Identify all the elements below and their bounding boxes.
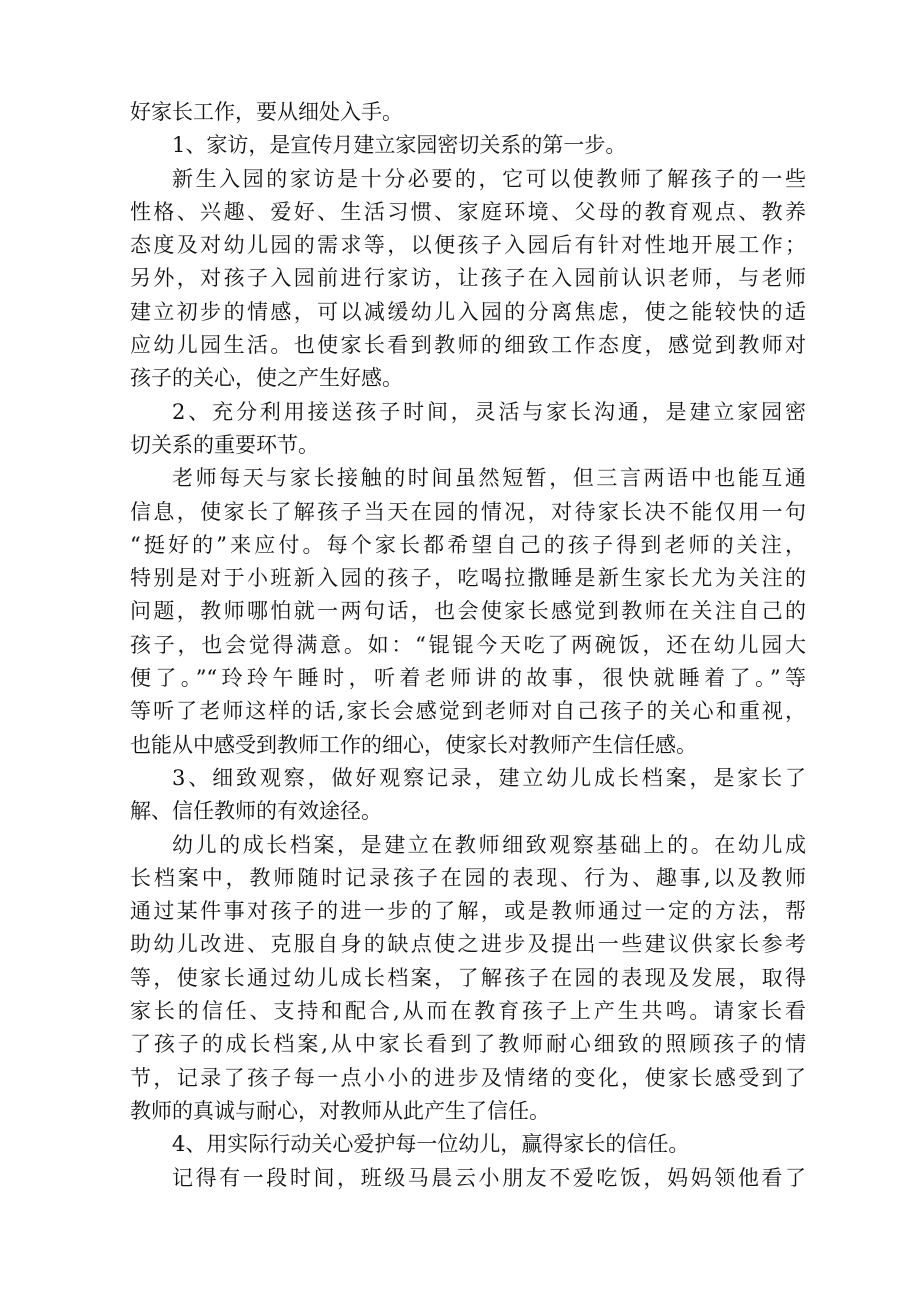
text-line: 节，记录了孩子每一点小小的进步及情绪的变化，使家长感受到了 <box>130 1065 806 1090</box>
text-line: 等，使家长通过幼儿成长档案，了解孩子在园的表现及发展，取得 <box>130 965 806 990</box>
text-line: 通过某件事对孩子的进一步的了解，或是教师通过一定的方法，帮 <box>130 899 806 924</box>
section-heading-4: 4、用实际行动关心爱护每一位幼儿，赢得家长的信任。 <box>172 1132 690 1157</box>
text-line: 特别是对于小班新入园的孩子，吃喝拉撒睡是新生家长尤为关注的 <box>130 566 806 591</box>
text-line: 性格、兴趣、爱好、生活习惯、家庭环境、父母的教育观点、教养 <box>130 199 806 224</box>
text-line: 长档案中，教师随时记录孩子在园的表现、行为、趣事,以及教师 <box>130 865 806 890</box>
text-line: 好家长工作，要从细处入手。 <box>130 100 403 124</box>
text-line: 信息，使家长了解孩子当天在园的情况，对待家长决不能仅用一句 <box>130 499 806 524</box>
document-body <box>130 96 806 1195</box>
text-line: 教师的真诚与耐心，对教师从此产生了信任。 <box>130 1098 550 1123</box>
text-line: 建立初步的情感，可以减缓幼儿入园的分离焦虑，使之能较快的适 <box>130 299 806 324</box>
text-line: 解、信任教师的有效途径。 <box>130 799 382 824</box>
section-heading-2: 2、充分利用接送孩子时间，灵活与家长沟通，是建立家园密 <box>172 399 806 424</box>
text-line: 应幼儿园生活。也使家长看到教师的细致工作态度，感觉到教师对 <box>130 333 806 358</box>
text-line: 也能从中感受到教师工作的细心，使家长对教师产生信任感。 <box>130 732 697 757</box>
section-heading-1: 1、家访，是宣传月建立家园密切关系的第一步。 <box>172 133 627 158</box>
text-line: 了孩子的成长档案,从中家长看到了教师耐心细致的照顾孩子的情 <box>130 1032 806 1057</box>
text-line: 孩子的关心，使之产生好感。 <box>130 366 403 391</box>
text-line: 助幼儿改进、克服自身的缺点使之进步及提出一些建议供家长参考 <box>130 932 806 957</box>
text-line: 另外，对孩子入园前进行家访，让孩子在入园前认识老师，与老师 <box>130 266 806 291</box>
section-heading-3: 3、细致观察，做好观察记录，建立幼儿成长档案，是家长了 <box>172 765 806 790</box>
text-line: 记得有一段时间，班级马晨云小朋友不爱吃饭，妈妈领他看了 <box>172 1165 806 1190</box>
text-line: 家长的信任、支持和配合,从而在教育孩子上产生共鸣。请家长看 <box>130 999 806 1024</box>
text-line: 问题，教师哪怕就一两句话，也会使家长感觉到教师在关注自己的 <box>130 599 806 624</box>
text-line: “挺好的”来应付。每个家长都希望自己的孩子得到老师的关注， <box>130 532 806 557</box>
text-line: 切关系的重要环节。 <box>130 432 319 457</box>
text-line: 幼儿的成长档案，是建立在教师细致观察基础上的。在幼儿成 <box>172 832 806 857</box>
text-line: 老师每天与家长接触的时间虽然短暂，但三言两语中也能互通 <box>172 466 806 491</box>
text-line: 等听了老师这样的话,家长会感觉到老师对自己孩子的关心和重视， <box>130 699 806 724</box>
text-line: 态度及对幼儿园的需求等，以便孩子入园后有针对性地开展工作； <box>130 233 806 258</box>
text-line: 孩子，也会觉得满意。如：“锟锟今天吃了两碗饭，还在幼儿园大 <box>130 632 806 657</box>
text-line: 便了。”“玲玲午睡时，听着老师讲的故事，很快就睡着了。”等 <box>130 666 806 691</box>
text-line: 新生入园的家访是十分必要的，它可以使教师了解孩子的一些 <box>172 166 806 191</box>
